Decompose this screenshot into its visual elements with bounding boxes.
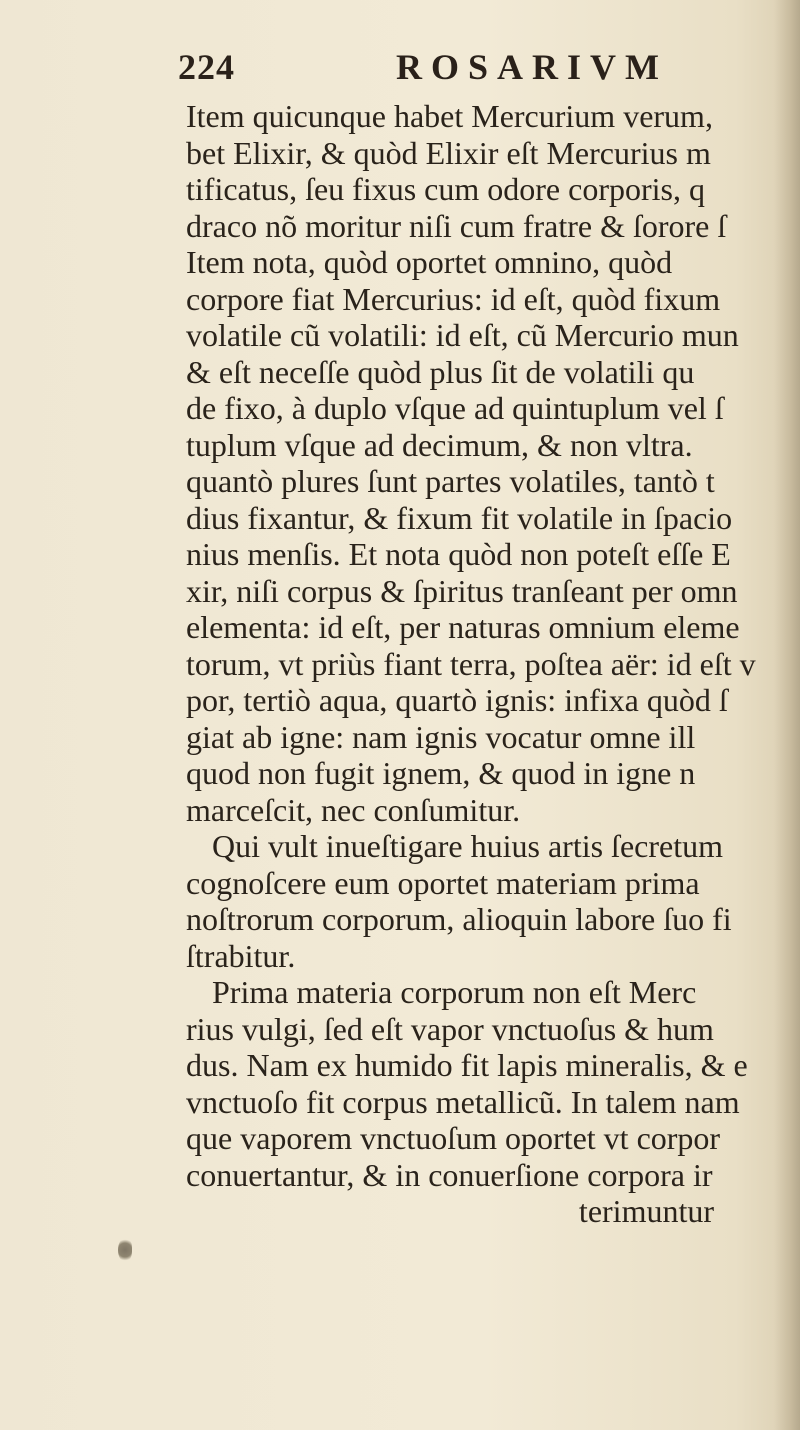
text-line: xir, niſi corpus & ſpiritus tranſeant per omn (186, 572, 738, 609)
page-header (178, 46, 738, 98)
text-line: elementa: id eſt, per naturas omnium eleme (186, 609, 740, 645)
text-line: Item nota, quòd oportet omnino, quòd (186, 244, 673, 280)
text-line: volatile cũ volatili: id eſt, cũ Mercurio mun (186, 317, 739, 353)
text-line: noſtrorum corporum, alioquin labore ſuo fi (186, 901, 732, 937)
text-line: quantò plures ſunt partes volatiles, tantò t (186, 463, 715, 499)
text-line: terimuntur (578, 1193, 714, 1229)
text-line: dius fixantur, & fixum fit volatile in ſpacio (186, 499, 733, 536)
text-line: que vaporem vnctuoſum oportet vt corpor (186, 1120, 721, 1156)
ink-stain (118, 1238, 132, 1262)
text-line: marceſcit, nec conſumitur. (186, 791, 521, 828)
page-number: 224 (178, 47, 235, 87)
text-line: de fixo, à duplo vſque ad quintuplum vel ſ (186, 390, 724, 426)
text-line: nius menſis. Et nota quòd non poteſt eſſe E (186, 536, 731, 572)
text-line: dus. Nam ex humido fit lapis mineralis, & e (186, 1047, 748, 1083)
page-gutter-shadow (774, 0, 800, 1430)
text-line: rius vulgi, ſed eſt vapor vnctuoſus & hum (186, 1010, 714, 1047)
text-line: ſtrabitur. (186, 937, 296, 974)
text-line: draco nõ moritur niſi cum fratre & ſorore ſ (186, 207, 727, 244)
text-line: cognoſcere eum oportet materiam prima (186, 864, 700, 901)
body-text (186, 98, 776, 1230)
text-line: Qui vult inueſtigare huius artis ſecretum (212, 828, 723, 864)
text-line: Prima materia corporum non eſt Merc (212, 974, 697, 1010)
text-line: giat ab igne: nam ignis vocatur omne ill (186, 718, 696, 755)
running-head: ROSARIVM (396, 47, 669, 87)
text-line: tificatus, ſeu fixus cum odore corporis, q (186, 171, 705, 207)
text-line: corpore fiat Mercurius: id eſt, quòd fixum (186, 280, 721, 317)
text-line: tuplum vſque ad decimum, & non vltra. (186, 426, 693, 463)
text-line: Item quicunque habet Mercurium verum, (186, 98, 713, 134)
text-line: conuertantur, & in conuerſione corpora ir (186, 1156, 713, 1193)
text-line: quod non fugit ignem, & quod in igne n (186, 755, 696, 791)
text-line: bet Elixir, & quòd Elixir eſt Mercurius m (186, 134, 711, 171)
text-line: por, tertiò aqua, quartò ignis: infixa quòd ſ (186, 682, 728, 718)
text-line: torum, vt priùs fiant terra, poſtea aër: id eſt v (186, 645, 756, 682)
text-line: & eſt neceſſe quòd plus ſit de volatili qu (186, 353, 695, 390)
text-line: vnctuoſo fit corpus metallicũ. In talem nam (186, 1083, 740, 1120)
